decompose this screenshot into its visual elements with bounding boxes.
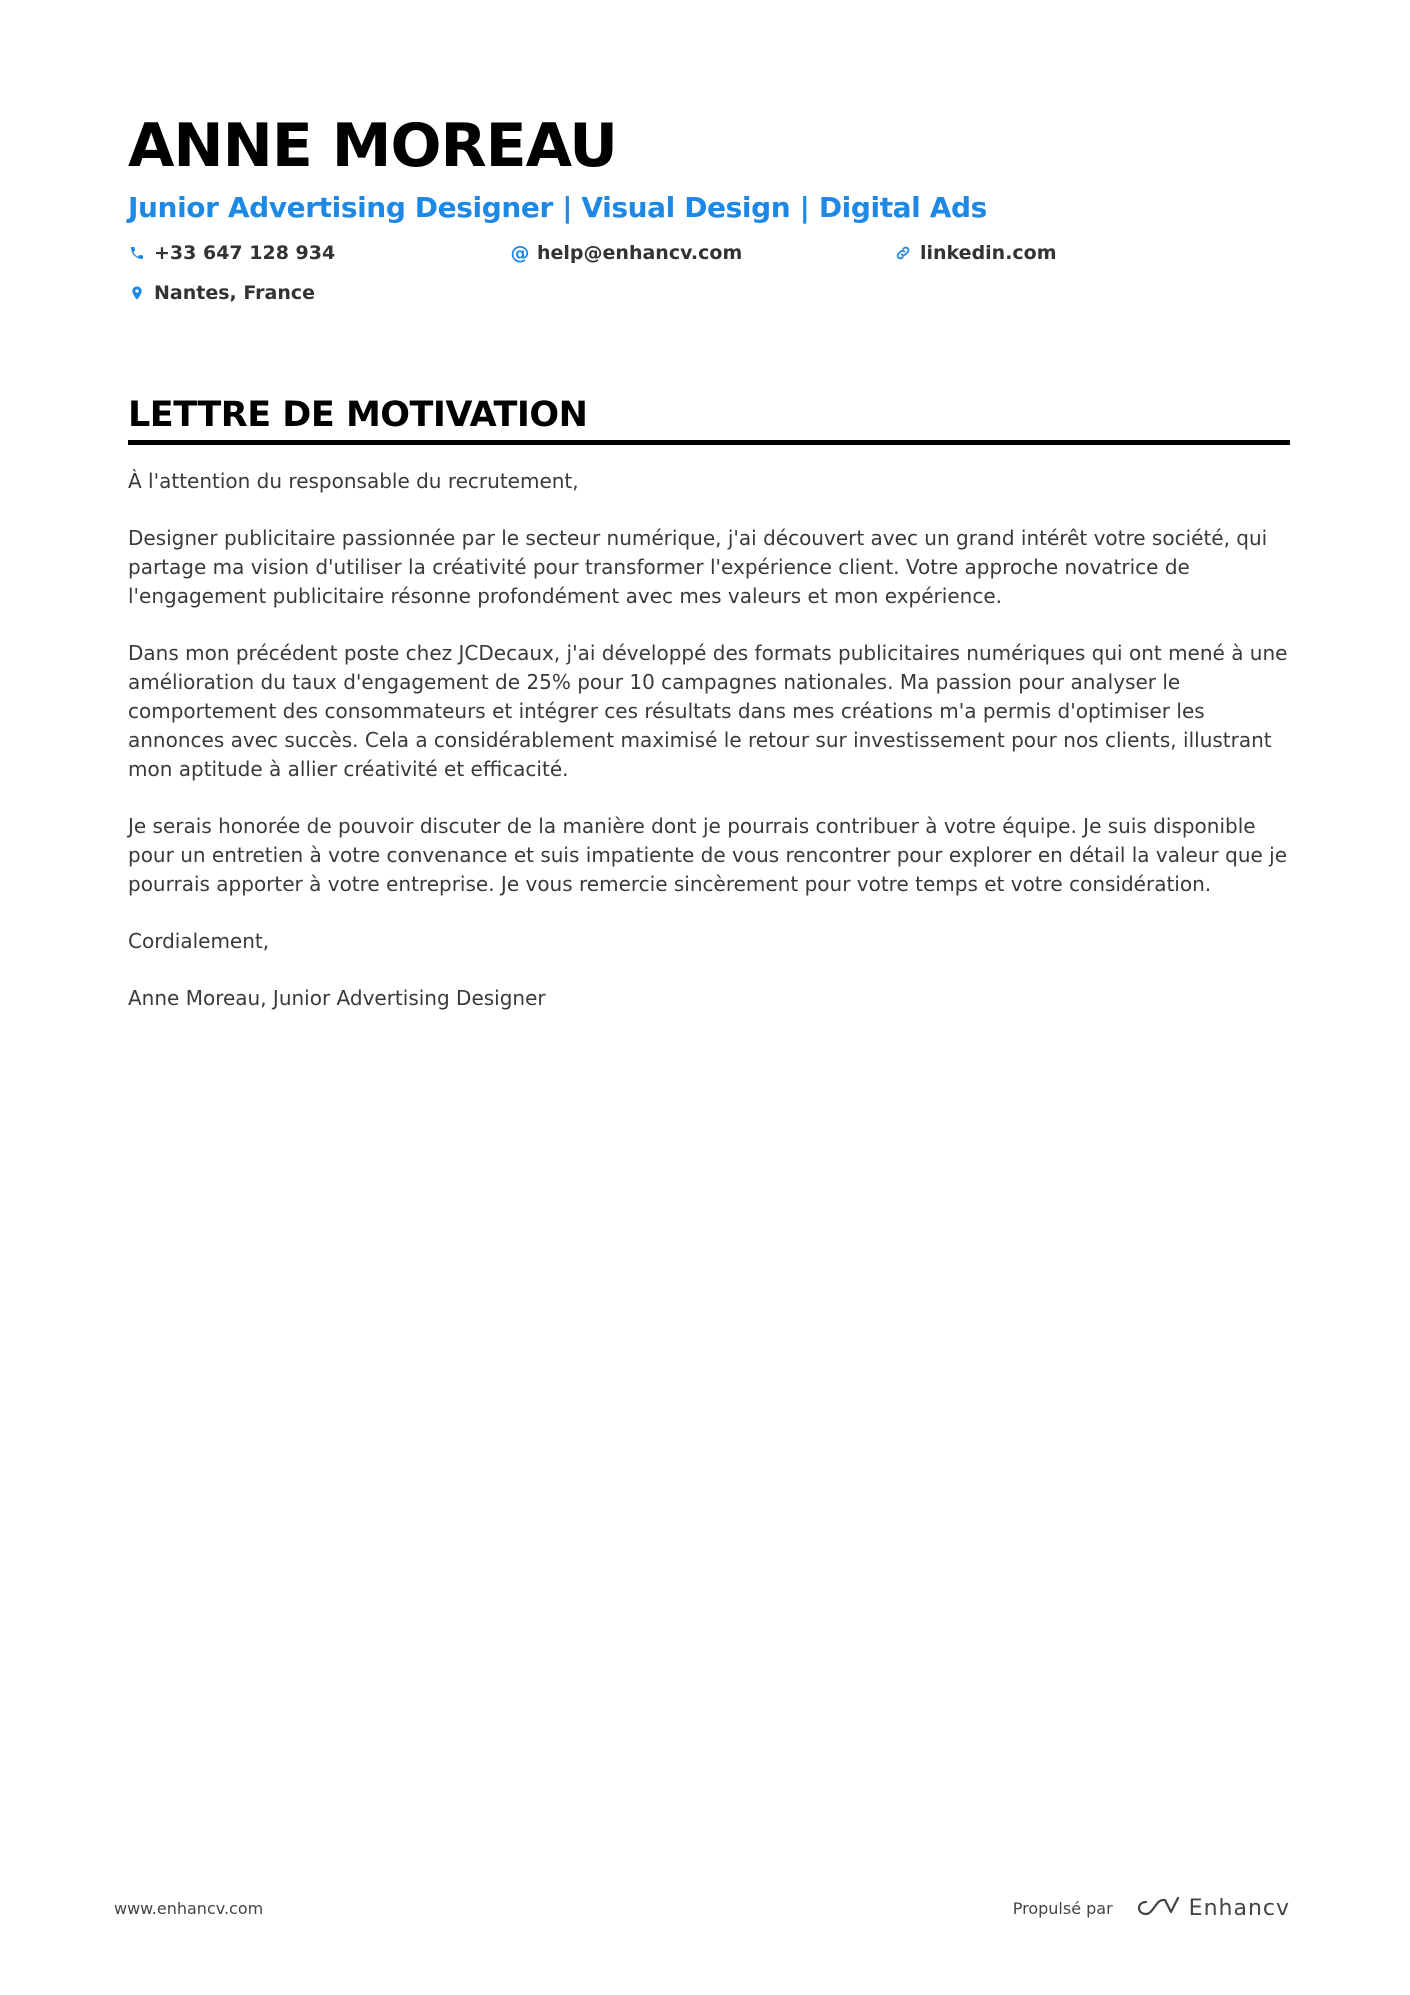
resume-header [128, 108, 1288, 308]
contact-email[interactable] [511, 238, 894, 268]
link-icon [894, 244, 912, 262]
contact-phone-value: +33 647 128 934 [154, 242, 336, 264]
contact-phone[interactable] [128, 238, 511, 268]
at-icon: @ [510, 241, 530, 264]
letter-paragraph-experience: Dans mon précédent poste chez JCDecaux, j'ai développé des formats publicitaires numériques qui ont mené à une amélioration du taux d'engagement de 25% pour 10 campagnes nationales. Ma passion pour analyser le comportement des consommateurs et intégrer ces résultats dans mes créations m'a permis d'optimiser les annonces avec succès. Cela a considérablement maximisé le retour sur investissement pour nos clients, illustrant mon aptitude à allier créativité et efficacité. [128, 641, 1288, 781]
enhancv-brand[interactable] [1133, 1896, 1290, 1921]
letter-body [128, 467, 1290, 1013]
contact-linkedin[interactable] [894, 238, 1277, 268]
letter-paragraph-intro: Designer publicitaire passionnée par le secteur numérique, j'ai découvert avec un grand intérêt votre société, qui partage ma vision d'utiliser la créativité pour transformer l'expérience client. Votre approche novatrice de l'engagement publicitaire résonne profondément avec mes valeurs et mon expérience. [128, 526, 1268, 608]
powered-by-label: Propulsé par [1012, 1898, 1113, 1918]
brand-name: Enhancv [1188, 1895, 1290, 1921]
footer-url[interactable]: www.enhancv.com [114, 1898, 264, 1918]
letter-paragraph-closing: Je serais honorée de pouvoir discuter de la manière dont je pourrais contribuer à votre équipe. Je suis disponible pour un entretien à votre convenance et suis impatiente de vous rencontrer pour explorer en détail la valeur que je pourrais apporter à votre entreprise. Je vous remercie sincèrement pour votre temps et votre considération. [128, 814, 1288, 896]
contact-location [128, 278, 511, 308]
contact-location-value: Nantes, France [154, 282, 315, 304]
cover-letter-section [128, 392, 1290, 1041]
phone-icon [128, 244, 146, 262]
enhancv-logo-icon [1133, 1896, 1179, 1920]
powered-by [1013, 1896, 1290, 1921]
letter-signature: Anne Moreau, Junior Advertising Designer [128, 986, 546, 1010]
page-footer [114, 1892, 1290, 1924]
location-pin-icon [128, 284, 146, 302]
contact-info [128, 238, 1288, 308]
contact-email-value: help@enhancv.com [537, 242, 743, 264]
letter-salutation: À l'attention du responsable du recrutement, [128, 469, 579, 493]
candidate-headline: Junior Advertising Designer | Visual Design | Digital Ads [128, 191, 987, 224]
contact-linkedin-value: linkedin.com [920, 242, 1057, 264]
section-title: LETTRE DE MOTIVATION [128, 392, 1290, 445]
candidate-name: ANNE MOREAU [128, 111, 617, 181]
letter-sign-off: Cordialement, [128, 929, 270, 953]
